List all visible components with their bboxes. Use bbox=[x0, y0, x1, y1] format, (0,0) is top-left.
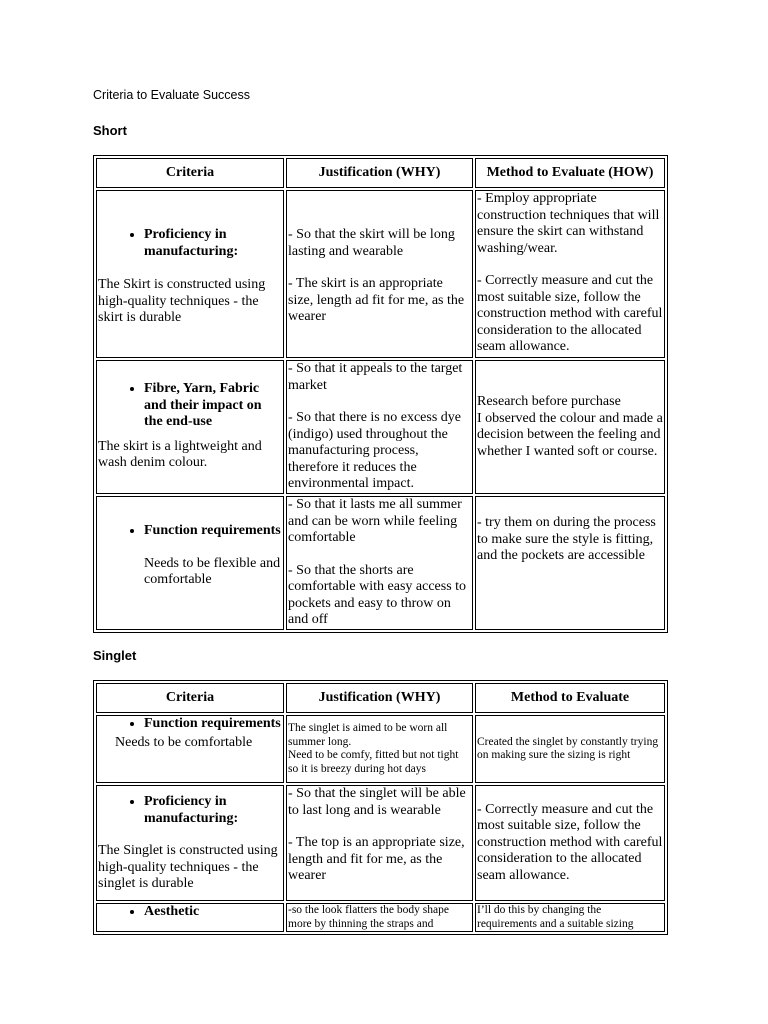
criteria-note: Needs to be comfortable bbox=[115, 734, 253, 750]
table-row bbox=[96, 903, 665, 932]
justification-text: - So that it lasts me all summer and can be worn while feeling comfortable bbox=[288, 497, 462, 545]
table-header-row bbox=[96, 683, 665, 713]
method-text: I observed the colour and made a decision between the feeling and whether I wanted soft or course. bbox=[477, 410, 663, 459]
criteria-bullet: • Function requirements bbox=[144, 716, 282, 733]
criteria-cell bbox=[96, 715, 284, 783]
justification-text: Need to be comfy, fitted but not tight so it is breezy during hot days bbox=[288, 749, 459, 775]
criteria-bullet: • Function requirements bbox=[144, 523, 282, 540]
justification-text: - So that the singlet will be able to last long and is wearable bbox=[288, 786, 466, 818]
justification-cell bbox=[286, 785, 473, 901]
page-heading: Criteria to Evaluate Success bbox=[93, 88, 251, 102]
justification-cell bbox=[286, 360, 473, 494]
justification-cell bbox=[286, 496, 473, 630]
justification-text: - So that it appeals to the target market bbox=[288, 361, 463, 393]
criteria-note: The skirt is a lightweight and wash denim colour. bbox=[98, 438, 262, 470]
method-text: - Correctly measure and cut the most suitable size, follow the construction method with careful consideration to the allocated seam allowance. bbox=[477, 801, 663, 883]
criteria-bullet: • Aesthetic bbox=[144, 904, 282, 921]
criteria-note: The Singlet is constructed using high-quality techniques - the singlet is durable bbox=[98, 843, 278, 891]
method-text: - Employ appropriate construction techniques that will ensure the skirt can withstand washing/wear. bbox=[477, 191, 660, 256]
justification-text: - The skirt is an appropriate size, length ad fit for me, as the wearer bbox=[288, 276, 465, 324]
criteria-note: The Skirt is constructed using high-quality techniques - the skirt is durable bbox=[98, 277, 266, 325]
justification-text: - The top is an appropriate size, length and fit for me, as the wearer bbox=[288, 835, 465, 883]
header-criteria: Criteria bbox=[96, 683, 284, 713]
method-text: Created the singlet by constantly trying on making sure the sizing is right bbox=[477, 735, 659, 761]
method-text: Research before purchase bbox=[477, 394, 621, 409]
criteria-cell bbox=[96, 190, 284, 358]
header-justification: Justification (WHY) bbox=[286, 158, 473, 188]
header-criteria: Criteria bbox=[96, 158, 284, 188]
short-section-title: Short bbox=[93, 123, 127, 138]
criteria-cell bbox=[96, 903, 284, 932]
justification-cell bbox=[286, 715, 473, 783]
criteria-cell bbox=[96, 360, 284, 494]
table-row bbox=[96, 785, 665, 901]
header-justification: Justification (WHY) bbox=[286, 683, 473, 713]
table-row bbox=[96, 190, 665, 358]
method-cell bbox=[475, 360, 665, 494]
method-cell bbox=[475, 190, 665, 358]
justification-text: -so the look flatters the body shape more by thinning the straps and bbox=[288, 904, 449, 930]
table-row bbox=[96, 715, 665, 783]
criteria-cell bbox=[96, 785, 284, 901]
justification-cell bbox=[286, 903, 473, 932]
justification-text: - So that the skirt will be long lasting and wearable bbox=[288, 227, 455, 259]
header-method: Method to Evaluate (HOW) bbox=[475, 158, 665, 188]
criteria-bullet: • Proficiency in manufacturing: bbox=[144, 227, 282, 260]
singlet-section-title: Singlet bbox=[93, 648, 137, 663]
method-cell bbox=[475, 496, 665, 630]
method-cell bbox=[475, 715, 665, 783]
justification-text: The singlet is aimed to be worn all summer long. bbox=[288, 722, 448, 748]
method-cell bbox=[475, 785, 665, 901]
justification-text: - So that there is no excess dye (indigo) used throughout the manufacturing process, therefore it reduces the environmental impact. bbox=[288, 410, 462, 491]
criteria-cell bbox=[96, 496, 284, 630]
table-row bbox=[96, 496, 665, 630]
table-header-row bbox=[96, 158, 665, 188]
method-text: I’ll do this by changing the requirements and a suitable sizing bbox=[477, 904, 634, 930]
method-text: - Correctly measure and cut the most suitable size, follow the construction method with careful consideration to the allocated seam allowance. bbox=[477, 273, 663, 354]
singlet-criteria-table bbox=[93, 680, 668, 935]
table-row bbox=[96, 360, 665, 494]
method-text: - try them on during the process to make sure the style is fitting, and the pockets are accessible bbox=[477, 515, 656, 563]
criteria-bullet: • Fibre, Yarn, Fabric and their impact on the end-use bbox=[144, 381, 282, 431]
justification-text: - So that the shorts are comfortable with easy access to pockets and easy to throw on and off bbox=[288, 562, 467, 627]
justification-cell bbox=[286, 190, 473, 358]
header-method: Method to Evaluate bbox=[475, 683, 665, 713]
short-criteria-table bbox=[93, 155, 668, 633]
method-cell bbox=[475, 903, 665, 932]
criteria-note: Needs to be flexible and comfortable bbox=[144, 555, 281, 587]
criteria-bullet: • Proficiency in manufacturing: bbox=[144, 794, 282, 827]
